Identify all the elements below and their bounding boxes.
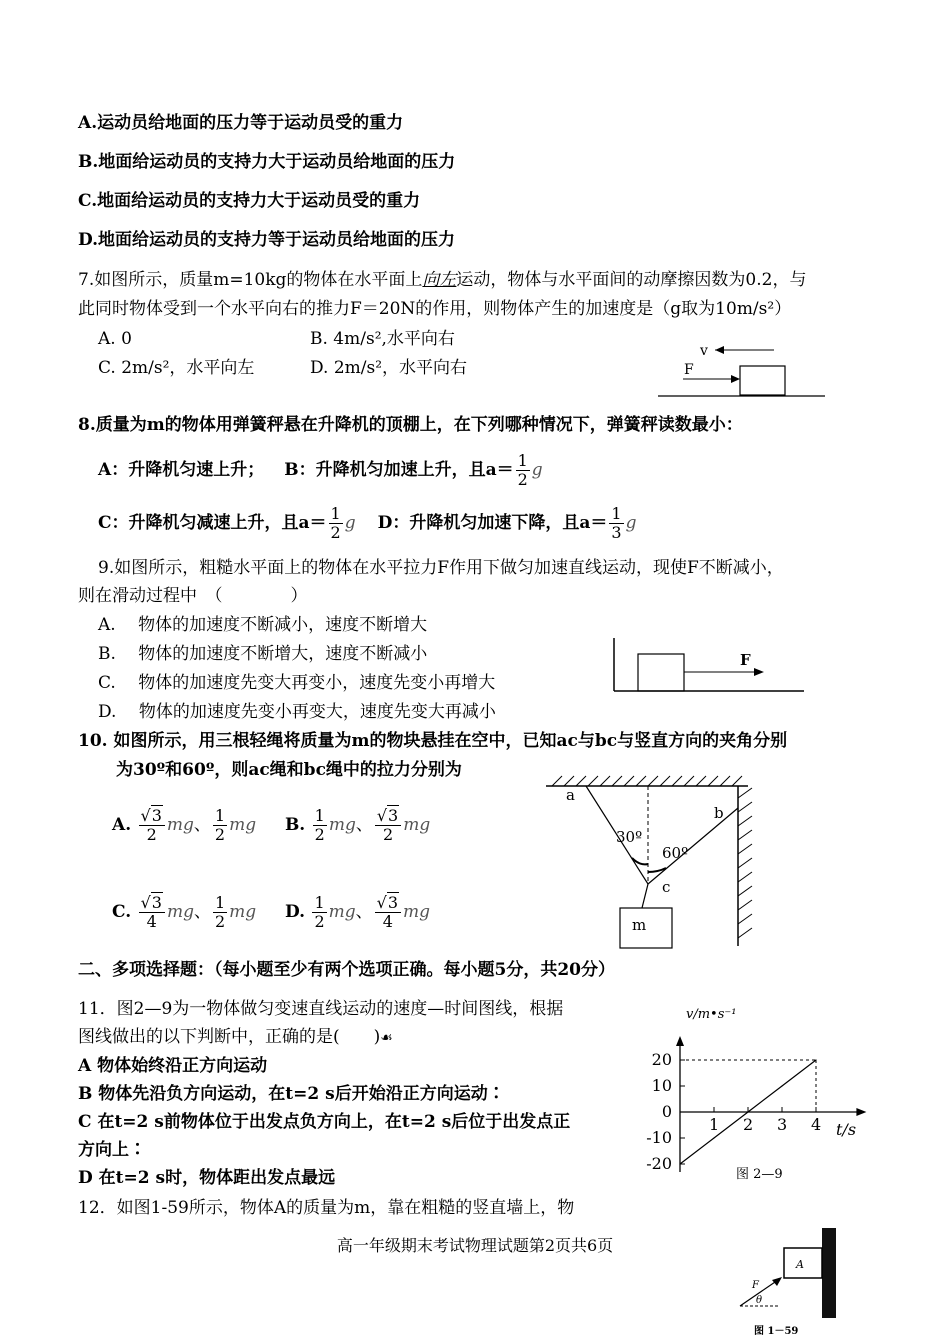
q8-d-denominator: 3: [611, 523, 622, 542]
q7-block: [740, 366, 785, 395]
q9-figure: [608, 634, 808, 696]
q10-option-a-label: A.: [112, 815, 132, 835]
chart-y-tick-label: 0: [661, 1102, 672, 1121]
q8-c-denominator: 2: [330, 523, 341, 542]
q10-d1-num: 1: [314, 893, 325, 912]
q10-angle-60: 60º: [662, 844, 689, 862]
chart-y-tick-label: 10: [651, 1076, 672, 1095]
q10-option-b-label: B.: [284, 815, 306, 835]
q11-option-d: D 在t=2 s时，物体距出发点最远: [78, 1168, 336, 1188]
chart-point: [679, 1163, 680, 1164]
q10-b2-mg: mg: [403, 815, 431, 835]
q10-a2-mg: mg: [229, 815, 257, 835]
chart-ylabel: v/m•s⁻¹: [686, 1007, 737, 1022]
q10-options-cd: C. $\frac{√3}{4}$ mg、 $\frac{1}{2}$ mg D. $\frac{1}{2}$ mg、 $\frac{√3}{4}$ mg: [112, 893, 431, 931]
q7-option-a: A. 0: [98, 329, 132, 349]
q12-figure: [730, 1228, 845, 1340]
q10-a1-mg: mg: [166, 815, 194, 835]
q10-b-sep: 、: [355, 815, 373, 835]
q10-stem-text1: 10. 如图所示，用三根轻绳将质量为m的物块悬挂在空中，已知ac与bc与竖直方向的夹角分别: [78, 731, 788, 751]
chart-y-tick-label: -10: [646, 1128, 672, 1147]
q10-d2-den: 4: [382, 912, 393, 931]
q11-stem-text2: 图线做出的以下判断中，正确的是( ): [78, 1027, 381, 1047]
chart-point: [815, 1059, 816, 1060]
q12-caption: 图 1－59: [754, 1326, 799, 1337]
q10-label-b: b: [714, 804, 724, 822]
q10-b2-sqrt: 3: [388, 806, 399, 825]
q10-c2-den: 2: [214, 912, 226, 931]
chart-x-tick-label: 1: [709, 1115, 720, 1134]
q10-c2-num: 1: [214, 893, 226, 912]
q11-stem-line2: [78, 1026, 393, 1049]
q11-option-b: B 物体先沿负方向运动，在t=2 s后开始沿正方向运动∶: [78, 1084, 505, 1104]
chart-y-tick-label: 20: [651, 1050, 672, 1069]
q9-block: [638, 654, 684, 691]
q10-label-c: c: [662, 878, 671, 896]
q10-b2-den: 2: [382, 825, 394, 844]
q9-force-label: F: [740, 651, 751, 669]
q9-option-b: B. 物体的加速度不断增大，速度不断减小: [98, 644, 428, 664]
q9-stem-line2: 则在滑动过程中 （ ）: [78, 586, 308, 606]
q7-stem-line2: 此同时物体受到一个水平向右的推力F＝20N的作用，则物体产生的加速度是（g取为10m/s²）: [78, 299, 792, 319]
q9-option-a: A. 物体的加速度不断减小，速度不断增大: [98, 615, 428, 635]
q6-option-a: A.运动员给地面的压力等于运动员受的重力: [78, 113, 404, 133]
q11-scribble-icon: ☙: [380, 1030, 393, 1046]
q10-c2-mg: mg: [229, 902, 257, 922]
q8-d-numerator: 1: [611, 504, 622, 523]
q8-option-ab: [98, 446, 543, 494]
chart-point: [713, 1137, 714, 1138]
q8-b-g: g: [531, 460, 543, 480]
q7-stem-pre: 7.如图所示，质量m=10kg的物体在水平面上: [78, 270, 423, 290]
q9-stem-line1: 9.如图所示，粗糙水平面上的物体在水平拉力F作用下做匀加速直线运动，现使F不断减小，: [98, 558, 784, 578]
q6-option-b: B.地面给运动员的支持力大于运动员给地面的压力: [78, 152, 456, 172]
q10-d2-sqrt: 3: [387, 893, 399, 912]
q8-c-numerator: 1: [330, 504, 341, 523]
chart-y-arrow: [676, 1036, 684, 1046]
q11-velocity-time-chart: [630, 1000, 890, 1210]
q12-stem-line1: 12．如图1-59所示，物体A的质量为m，靠在粗糙的竖直墙上，物: [78, 1198, 575, 1218]
q10-b1-den: 2: [314, 825, 325, 844]
q8-option-b: B：升降机匀加速上升，且a＝: [284, 460, 514, 480]
q7-velocity-label: v: [700, 343, 708, 359]
q10-a1-sqrt: 3: [151, 806, 162, 825]
q6-option-c: C.地面给运动员的支持力大于运动员受的重力: [78, 191, 421, 211]
chart-xlabel: t/s: [836, 1120, 857, 1139]
chart-x-tick-label: 4: [811, 1115, 822, 1134]
q11-option-c1: C 在t=2 s前物体位于出发点负方向上，在t=2 s后位于出发点正: [78, 1112, 571, 1132]
q12-block-label: A: [796, 1258, 804, 1271]
q10-c-sep: 、: [193, 902, 211, 922]
chart-x-tick-label: 2: [743, 1115, 754, 1134]
q7-figure: [650, 336, 830, 402]
q6-option-d: D.地面给运动员的支持力等于运动员给地面的压力: [78, 230, 456, 250]
q10-d1-den: 2: [314, 912, 325, 931]
q8-b-denominator: 2: [517, 470, 528, 489]
q10-rope-cm: [642, 884, 648, 908]
q10-c1-den: 4: [146, 912, 157, 931]
q10-a1-den: 2: [146, 825, 157, 844]
q11-option-a: A 物体始终沿正方向运动: [78, 1056, 268, 1076]
q10-b1-mg: mg: [328, 815, 356, 835]
q11-stem-line1: 11．图2—9为一物体做匀变速直线运动的速度—时间图线，根据: [78, 999, 564, 1019]
q7-option-c: C. 2m/s²，水平向左: [98, 358, 255, 378]
section2-title: 二、多项选择题：（每小题至少有两个选项正确。每小题5分，共20分）: [78, 960, 615, 980]
q10-a2-num: 1: [214, 806, 226, 825]
chart-title: 图 2—9: [736, 1167, 783, 1182]
q7-stem-post: 运动，物体与水平面间的动摩擦因数为0.2，与: [456, 270, 807, 290]
q10-d-sep: 、: [355, 902, 373, 922]
q10-stem-line1: [78, 730, 787, 752]
chart-point: [781, 1085, 782, 1086]
q7-option-b: B. 4m/s²,水平向右: [310, 329, 455, 349]
q10-a-sep: 、: [193, 815, 211, 835]
q10-angle-30: 30º: [616, 828, 643, 846]
q7-option-d: D. 2m/s²，水平向右: [310, 358, 468, 378]
q8-b-numerator: 1: [517, 451, 528, 470]
q10-d2-mg: mg: [403, 902, 431, 922]
q8-option-a: A：升降机匀速上升；: [98, 460, 265, 480]
chart-point: [747, 1111, 748, 1112]
q7-stem-emphasis: 向左: [422, 270, 457, 290]
q9-option-d: D. 物体的加速度先变小再变大，速度先变大再减小: [98, 702, 496, 722]
q10-b1-num: 1: [314, 806, 325, 825]
q12-wall: [822, 1228, 836, 1318]
q7-stem-line1: [78, 269, 806, 291]
q10-figure: [538, 772, 768, 954]
q12-force-label: F: [752, 1280, 759, 1291]
q10-d1-mg: mg: [328, 902, 356, 922]
q8-option-c: C：升降机匀减速上升，且a＝: [98, 513, 327, 533]
q10-label-m: m: [632, 916, 647, 934]
q8-option-d: D：升降机匀加速下降，且a＝: [377, 513, 608, 533]
q8-option-cd: [98, 497, 636, 549]
q10-label-a: a: [566, 786, 575, 804]
q8-d-g: g: [625, 513, 637, 533]
chart-y-tick-label: -20: [646, 1154, 672, 1173]
q10-option-c-label: C.: [112, 902, 132, 922]
q12-theta-label: θ: [756, 1295, 763, 1306]
page-footer: 高一年级期末考试物理试题第2页共6页: [336, 1236, 614, 1255]
q10-a2-den: 2: [214, 825, 226, 844]
q11-option-c2: 方向上∶: [78, 1140, 146, 1160]
q10-stem-line2: 为30º和60º，则ac绳和bc绳中的拉力分别为: [116, 760, 462, 780]
q10-c1-mg: mg: [166, 902, 194, 922]
q8-stem: 8.质量为m的物体用弹簧秤悬在升降机的顶棚上，在下列哪种情况下，弹簧秤读数最小：: [78, 415, 743, 435]
chart-x-arrow: [856, 1108, 866, 1116]
q7-force-label: F: [684, 362, 694, 378]
chart-x-tick-label: 3: [777, 1115, 788, 1134]
q10-c1-sqrt: 3: [151, 893, 162, 912]
q10-options-ab: A. $\frac{√3}{2}$ mg、 $\frac{1}{2}$ mg B. $\frac{1}{2}$ mg、 $\frac{√3}{2}$ mg: [112, 806, 431, 844]
q8-c-g: g: [344, 513, 356, 533]
q9-option-c: C. 物体的加速度先变大再变小，速度先变小再增大: [98, 673, 496, 693]
q10-option-d-label: D.: [284, 902, 306, 922]
